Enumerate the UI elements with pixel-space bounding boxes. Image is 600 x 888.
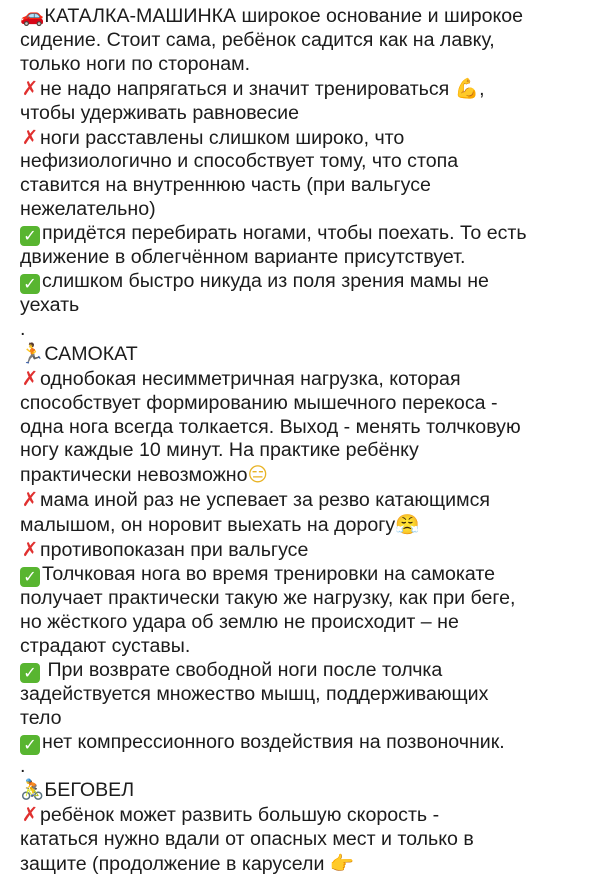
- katalka-intro: [20, 4, 584, 77]
- samokat-con-3-text: противопоказан при вальгусе: [40, 539, 309, 562]
- check-mark-icon: ✓: [20, 663, 40, 683]
- samokat-con-2-text: мама иной раз не успевает за резво катающимся малышом, он норовит выехать на дорогу: [20, 489, 490, 537]
- samokat-pro-2-text: При возврате свободной ноги после толчка задействуется множество мышц, поддерживающих тело: [20, 658, 489, 729]
- katalka-pro-2: [20, 270, 584, 318]
- samokat-con-3: [20, 538, 584, 563]
- katalka-pro-2-text: слишком быстро никуда из поля зрения мамы не уехать: [20, 270, 489, 317]
- check-mark-icon: ✓: [20, 226, 40, 246]
- flexed-biceps-icon: 💪: [454, 76, 480, 100]
- samokat-pro-3: [20, 731, 584, 755]
- katalka-intro-text: КАТАЛКА-МАШИНКА широкое основание и широкое сидение. Стоит сама, ребёнок садится как на лавку, только ноги по сторонам.: [20, 5, 524, 75]
- cross-mark-icon: ✗: [21, 125, 39, 149]
- samokat-pro-1-text: Толчковая нога во время тренировки на самокате получает практически такую же нагрузку, как при беге, но жёсткого удара об землю не происходит – не страдают суставы.: [20, 563, 516, 657]
- samokat-pro-3-text: нет компрессионного воздействия на позвоночник.: [42, 730, 505, 753]
- pointing-right-icon: 👉: [329, 852, 355, 876]
- begovel-title: [20, 778, 584, 803]
- samokat-title: [20, 342, 584, 367]
- katalka-pro-1-text: придётся перебирать ногами, чтобы поехать. То есть движение в облегчённом варианте присутствует.: [20, 222, 527, 269]
- check-mark-icon: ✓: [20, 274, 40, 294]
- katalka-con-2: [20, 126, 584, 223]
- check-mark-icon: ✓: [20, 567, 40, 587]
- katalka-con-1-text-b: , чтобы удерживать равновесие: [20, 77, 485, 124]
- samokat-title-text: САМОКАТ: [44, 342, 138, 365]
- katalka-pro-1: [20, 222, 584, 270]
- runner-icon: 🏃: [20, 341, 45, 365]
- cyclist-icon: 🚴: [20, 778, 45, 802]
- cross-mark-icon: ✗: [21, 803, 39, 827]
- samokat-con-2: [20, 488, 584, 538]
- samokat-con-1-text: однобокая несимметричная нагрузка, которая способствует формированию мышечного перекоса - одна нога всегда толкается. Выход - менять толчковую ногу каждые 10 минут. На практике ребёнку практически невозможно: [20, 367, 521, 487]
- expressionless-face-icon: 😑: [247, 463, 268, 487]
- cross-mark-icon: ✗: [21, 76, 39, 100]
- samokat-con-1: [20, 367, 584, 489]
- car-icon: 🚗: [20, 4, 45, 27]
- cross-mark-icon: ✗: [21, 538, 39, 562]
- steam-face-icon: 😤: [395, 513, 420, 537]
- separator-dot: .: [20, 317, 26, 340]
- cross-mark-icon: ✗: [21, 488, 39, 512]
- katalka-con-2-text: ноги расставлены слишком широко, что нефизиологично и способствует тому, что стопа ставится на внутреннюю часть (при вальгусе нежелательно): [20, 126, 459, 221]
- begovel-con-1-text: ребёнок может развить большую скорость - кататься нужно вдали от опасных мест и только в защите (продолжение в карусели: [20, 804, 474, 876]
- samokat-pro-2: [20, 659, 584, 731]
- katalka-con-1-text-a: не надо напрягаться и значит тренироваться: [40, 77, 455, 100]
- katalka-con-1: [20, 77, 584, 126]
- begovel-title-text: БЕГОВЕЛ: [44, 779, 135, 802]
- cross-mark-icon: ✗: [21, 366, 39, 390]
- check-mark-icon: ✓: [20, 735, 40, 755]
- separator-dot: .: [20, 754, 26, 777]
- samokat-pro-1: [20, 563, 584, 659]
- begovel-con-1: [20, 803, 584, 877]
